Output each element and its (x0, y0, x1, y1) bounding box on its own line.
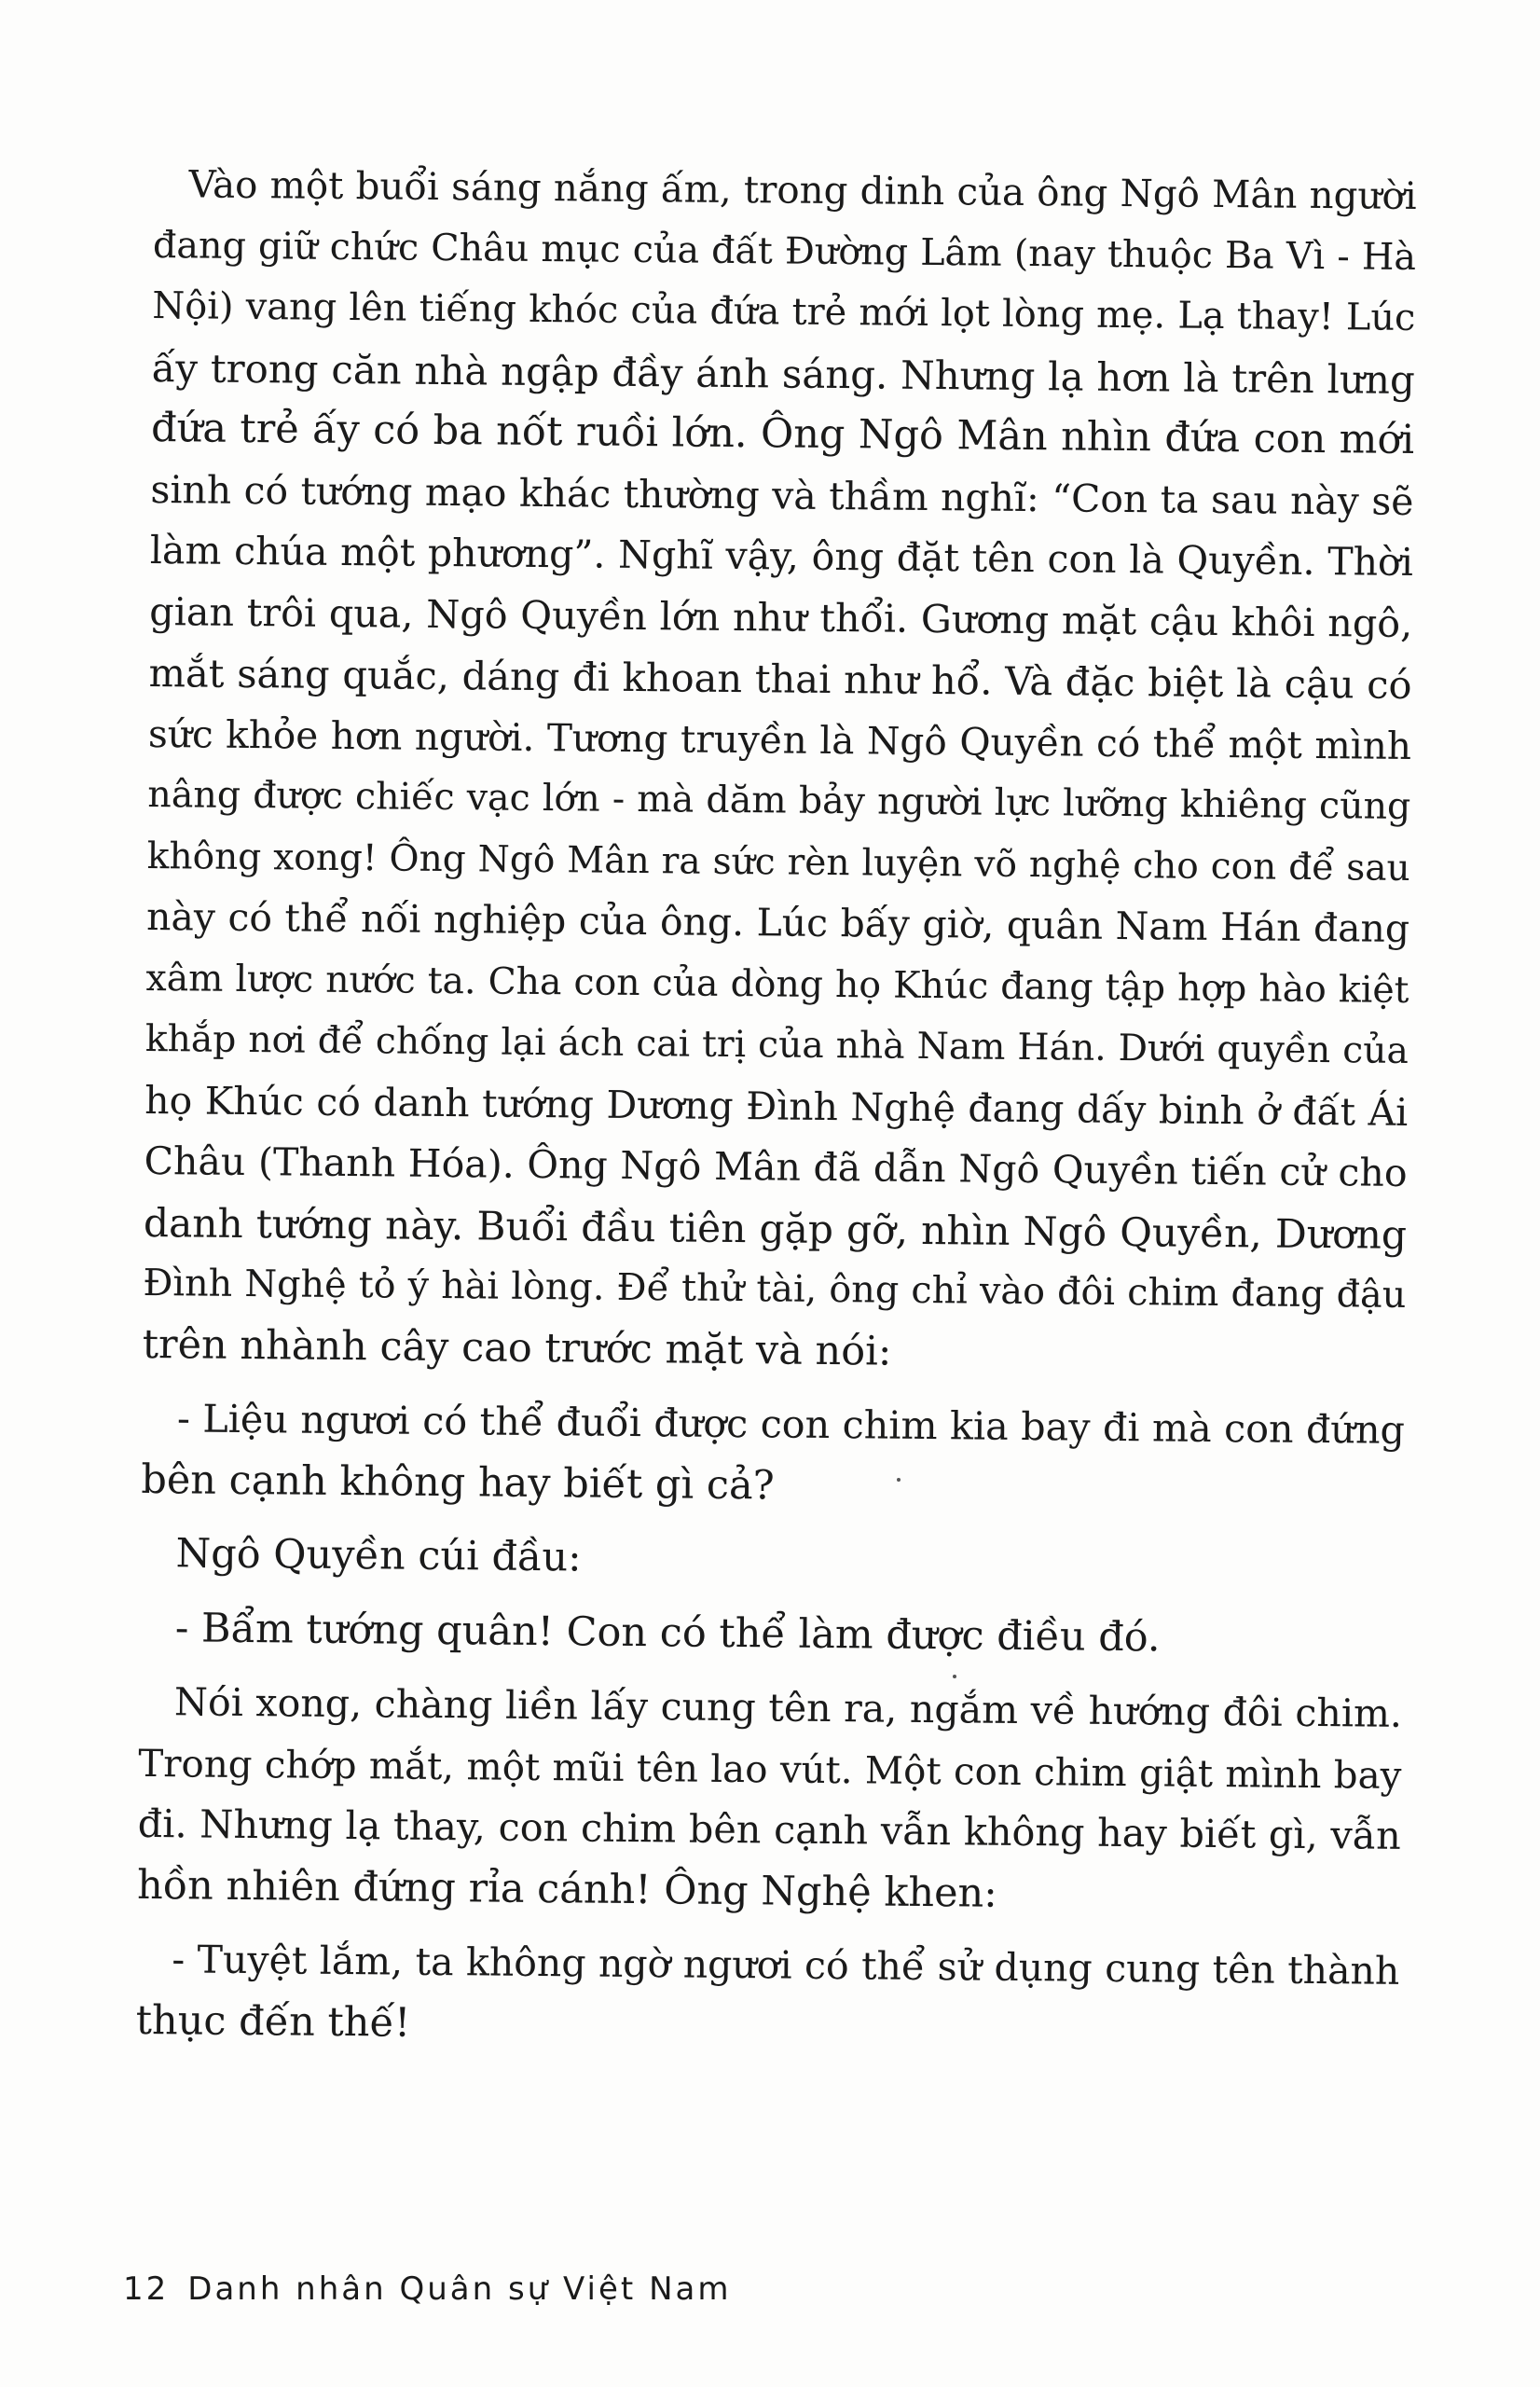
text-line: đang giữ chức Châu mục của đất Đường Lâm (nay thuộc Ba Vì - Hà (152, 223, 1417, 279)
text-line: đứa trẻ ấy có ba nốt ruồi lớn. Ông Ngô Mân nhìn đứa con mới (150, 404, 1415, 463)
text-line: Nói xong, chàng liền lấy cung tên ra, ngắm về hướng đôi chim. (173, 1679, 1403, 1736)
text-line: gian trôi qua, Ngô Quyền lớn như thổi. Gương mặt cậu khôi ngô, (149, 588, 1413, 646)
text-line: sức khỏe hơn người. Tương truyền là Ngô Quyền có thể một mình (147, 711, 1412, 768)
text-line: họ Khúc có danh tướng Dương Đình Nghệ đang dấy binh ở đất Ái (144, 1077, 1409, 1135)
scan-speck (953, 1675, 956, 1678)
paragraph (140, 1524, 1404, 1597)
text-line: đi. Nhưng lạ thay, con chim bên cạnh vẫn không hay biết gì, vẫn (137, 1801, 1401, 1858)
text-line: trên nhành cây cao trước mặt và nói: (142, 1320, 892, 1375)
text-line: Vào một buổi sáng nắng ấm, trong dinh của ông Ngô Mân người (188, 162, 1417, 219)
text-line: Ngô Quyền cúi đầu: (175, 1530, 582, 1581)
text-line: Đình Nghệ tỏ ý hài lòng. Để thử tài, ông chỉ vào đôi chim đang đậu (143, 1261, 1407, 1317)
running-title: Danh nhân Quân sự Việt Nam (187, 2270, 732, 2308)
text-line: - Liệu ngươi có thể đuổi được con chim kia bay đi mà con đứng (176, 1396, 1406, 1453)
paragraph (135, 1929, 1399, 2063)
text-line: mắt sáng quắc, dáng đi khoan thai như hổ. Và đặc biệt là cậu có (148, 649, 1412, 708)
paragraph (140, 1597, 1404, 1671)
text-line: - Tuyệt lắm, ta không ngờ ngươi có thể sử dụng cung tên thành (172, 1937, 1400, 1994)
text-line: xâm lược nước ta. Cha con của dòng họ Khúc đang tập hợp hào kiệt (145, 956, 1409, 1012)
text-line: nâng được chiếc vạc lớn - mà dăm bảy người lực lưỡng khiêng cũng (147, 772, 1411, 828)
text-line: khắp nơi để chống lại ách cai trị của nhà Nam Hán. Dưới quyền của (144, 1017, 1409, 1072)
scan-speck (897, 1478, 901, 1482)
text-line: này có thể nối nghiệp của ông. Lúc bấy giờ, quân Nam Hán đang (145, 893, 1410, 951)
text-line: Trong chớp mắt, một mũi tên lao vút. Một con chim giật mình bay (138, 1741, 1402, 1798)
text-line: sinh có tướng mạo khác thường và thầm nghĩ: “Con ta sau này sẽ (150, 466, 1414, 524)
paragraph (142, 154, 1417, 1387)
text-line: không xong! Ông Ngô Mân ra sức rèn luyện võ nghệ cho con để sau (146, 835, 1410, 890)
text-line: bên cạnh không hay biết gì cả? (141, 1456, 775, 1509)
text-line: danh tướng này. Buổi đầu tiên gặp gỡ, nhìn Ngô Quyền, Dương (143, 1199, 1408, 1258)
text-line: Châu (Thanh Hóa). Ông Ngô Mân đã dẫn Ngô Quyền tiến cử cho (144, 1138, 1408, 1195)
text-line: Nội) vang lên tiếng khóc của đứa trẻ mới lọt lòng mẹ. Lạ thay! Lúc (152, 283, 1416, 339)
text-line: thục đến thế! (135, 1996, 411, 2047)
text-line: hồn nhiên đứng rỉa cánh! Ông Nghệ khen: (136, 1861, 997, 1917)
body-text (135, 154, 1416, 2063)
text-line: - Bẩm tướng quân! Con có thể làm được điều đó. (174, 1604, 1161, 1661)
text-line: ấy trong căn nhà ngập đầy ánh sáng. Nhưng lạ hơn là trên lưng (151, 344, 1415, 403)
page-number: 12 (123, 2270, 170, 2308)
paragraph (137, 1672, 1402, 1928)
paragraph (141, 1388, 1405, 1523)
page-footer (123, 2270, 731, 2308)
text-line: làm chúa một phương”. Nghĩ vậy, ông đặt tên con là Quyền. Thời (149, 527, 1414, 585)
